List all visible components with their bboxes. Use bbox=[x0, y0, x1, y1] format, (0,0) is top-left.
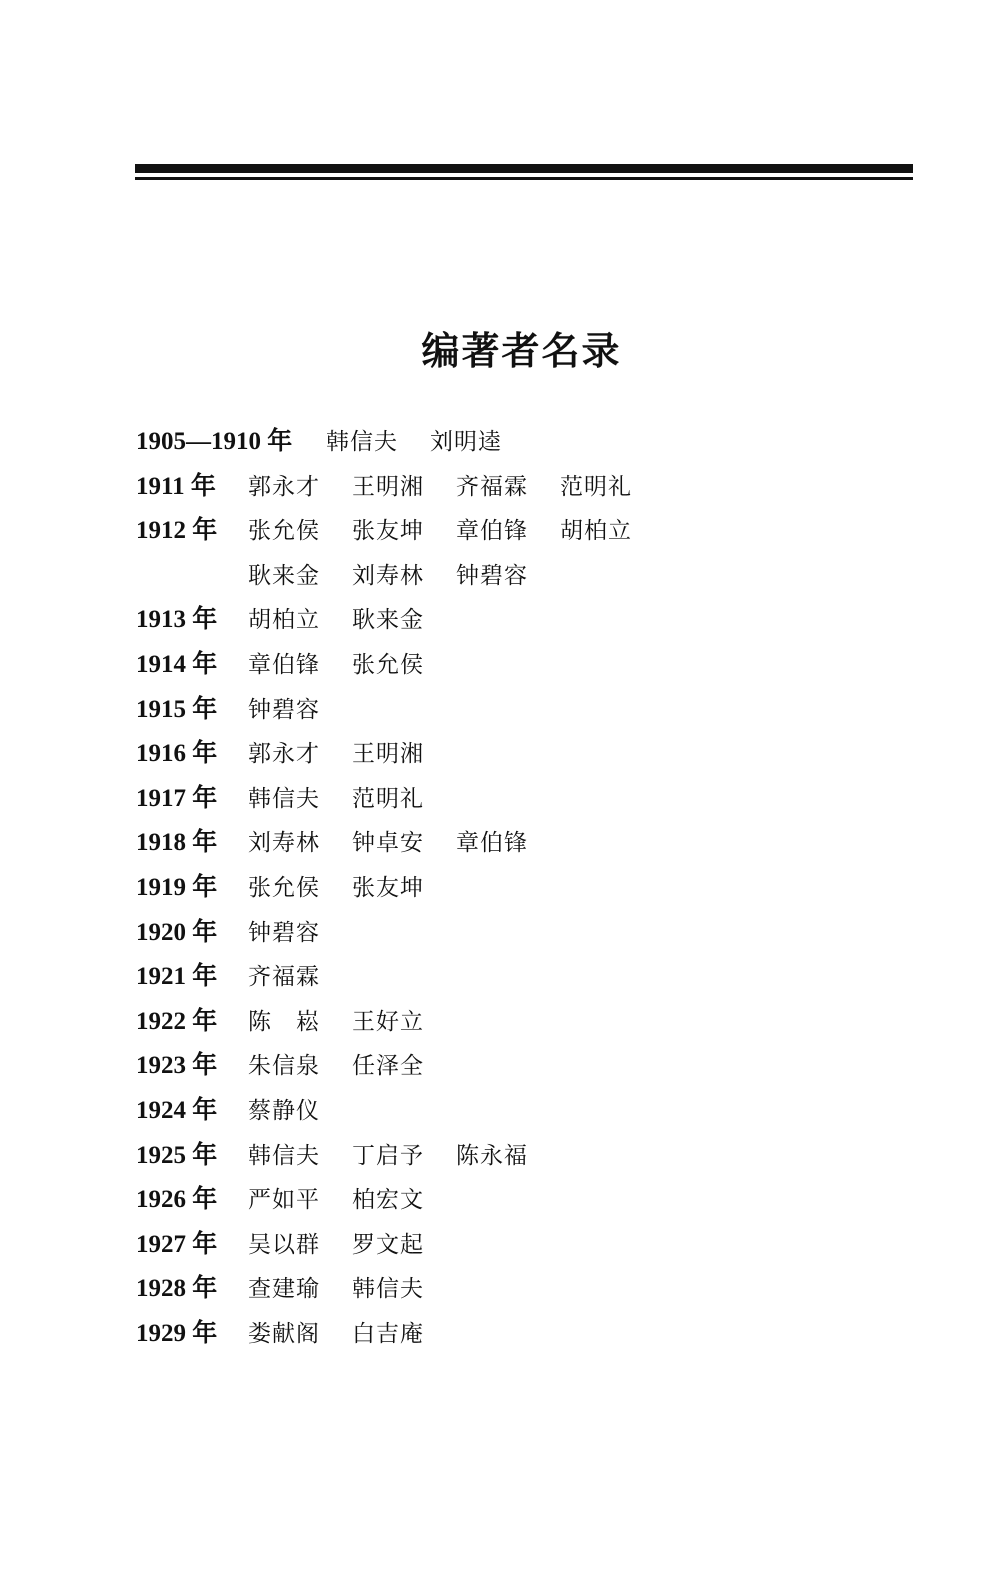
editor-name: 郭永才 bbox=[248, 473, 320, 500]
entry-names bbox=[248, 465, 664, 512]
entry-year: 1918 年 bbox=[136, 829, 218, 857]
list-item bbox=[136, 554, 896, 599]
editor-name: 钟碧容 bbox=[248, 919, 320, 946]
editor-name: 陈 崧 bbox=[248, 1008, 320, 1035]
header-rule-thin bbox=[135, 177, 913, 180]
list-item bbox=[136, 465, 896, 510]
editor-name: 王好立 bbox=[352, 1008, 424, 1035]
list-item bbox=[136, 1000, 896, 1045]
editor-name: 蔡静仪 bbox=[248, 1097, 320, 1124]
list-item bbox=[136, 688, 896, 733]
editor-name: 严如平 bbox=[248, 1187, 320, 1214]
editor-name: 刘寿林 bbox=[248, 830, 320, 857]
editor-name: 任泽全 bbox=[352, 1053, 424, 1080]
editor-name: 耿来金 bbox=[352, 607, 424, 634]
entry-year: 1920 年 bbox=[136, 918, 218, 946]
entry-names bbox=[248, 1089, 352, 1136]
editor-name: 娄献阁 bbox=[248, 1320, 320, 1347]
editor-name: 张友坤 bbox=[352, 874, 424, 901]
editor-name: 罗文起 bbox=[352, 1231, 424, 1258]
entry-names bbox=[248, 1134, 560, 1181]
editor-name: 张允侯 bbox=[248, 518, 320, 545]
entry-year: 1915 年 bbox=[136, 695, 218, 723]
list-item bbox=[136, 1134, 896, 1179]
editor-name: 张允侯 bbox=[352, 651, 424, 678]
entry-year: 1905—1910 年 bbox=[136, 428, 293, 455]
list-item bbox=[136, 509, 896, 554]
editor-name: 查建瑜 bbox=[248, 1276, 320, 1303]
editor-name: 钟卓安 bbox=[352, 830, 424, 857]
list-item bbox=[136, 777, 896, 822]
entry-names bbox=[248, 1000, 456, 1047]
list-item bbox=[136, 911, 896, 956]
entry-year: 1929 年 bbox=[136, 1319, 218, 1347]
editor-name: 胡柏立 bbox=[248, 607, 320, 634]
editor-name: 范明礼 bbox=[352, 785, 424, 812]
editor-name: 王明湘 bbox=[352, 741, 424, 768]
list-item bbox=[136, 732, 896, 777]
header-rule-thick bbox=[135, 164, 913, 173]
entry-year: 1914 年 bbox=[136, 650, 218, 678]
entry-names bbox=[248, 1267, 456, 1314]
entry-year: 1913 年 bbox=[136, 606, 218, 634]
entry-names bbox=[248, 821, 560, 868]
list-item bbox=[136, 1178, 896, 1223]
editor-name: 郭永才 bbox=[248, 741, 320, 768]
entry-names bbox=[248, 509, 664, 556]
entry-names bbox=[248, 1178, 456, 1225]
entry-names bbox=[326, 420, 534, 467]
editor-name: 章伯锋 bbox=[248, 651, 320, 678]
editor-name: 韩信夫 bbox=[248, 1142, 320, 1169]
editor-name: 柏宏文 bbox=[352, 1187, 424, 1214]
entry-names bbox=[248, 777, 456, 824]
entry-names bbox=[248, 1044, 456, 1091]
list-item bbox=[136, 866, 896, 911]
editor-name: 刘寿林 bbox=[352, 562, 424, 589]
editor-name: 王明湘 bbox=[352, 473, 424, 500]
list-item bbox=[136, 821, 896, 866]
editor-name: 钟碧容 bbox=[456, 562, 528, 589]
entry-year: 1927 年 bbox=[136, 1230, 218, 1258]
editor-name: 刘明逵 bbox=[430, 429, 502, 455]
list-item bbox=[136, 643, 896, 688]
editor-name: 韩信夫 bbox=[352, 1276, 424, 1303]
entry-year: 1916 年 bbox=[136, 740, 218, 768]
entry-year: 1924 年 bbox=[136, 1096, 218, 1124]
page-title: 编著者名录 bbox=[421, 329, 622, 373]
entry-names bbox=[248, 911, 352, 958]
entry-year: 1926 年 bbox=[136, 1186, 218, 1214]
list-item bbox=[136, 1044, 896, 1089]
editor-name: 章伯锋 bbox=[456, 830, 528, 857]
list-item bbox=[136, 955, 896, 1000]
list-item bbox=[136, 420, 896, 465]
entry-names bbox=[248, 955, 352, 1002]
editor-name: 吴以群 bbox=[248, 1231, 320, 1258]
entry-year: 1919 年 bbox=[136, 873, 218, 901]
editor-name: 韩信夫 bbox=[326, 429, 398, 455]
editor-name: 章伯锋 bbox=[456, 518, 528, 545]
editor-name: 耿来金 bbox=[248, 562, 320, 589]
editor-name: 丁启予 bbox=[352, 1142, 424, 1169]
editor-name: 钟碧容 bbox=[248, 696, 320, 723]
editor-name: 张允侯 bbox=[248, 874, 320, 901]
entry-names bbox=[248, 866, 456, 913]
editor-name: 朱信泉 bbox=[248, 1053, 320, 1080]
list-item bbox=[136, 1223, 896, 1268]
entry-year: 1925 年 bbox=[136, 1141, 218, 1169]
entry-names bbox=[248, 643, 456, 690]
list-item bbox=[136, 1089, 896, 1134]
entry-names bbox=[248, 554, 560, 601]
editor-list bbox=[136, 420, 896, 1356]
entry-year: 1923 年 bbox=[136, 1052, 218, 1080]
editor-name: 齐福霖 bbox=[248, 964, 320, 991]
entry-names bbox=[248, 1223, 456, 1270]
entry-year: 1922 年 bbox=[136, 1007, 218, 1035]
editor-name: 范明礼 bbox=[560, 473, 632, 500]
entry-year: 1917 年 bbox=[136, 784, 218, 812]
editor-name: 张友坤 bbox=[352, 518, 424, 545]
entry-year: 1912 年 bbox=[136, 517, 218, 545]
entry-year: 1911 年 bbox=[136, 472, 216, 500]
entry-names bbox=[248, 732, 456, 779]
entry-names bbox=[248, 1312, 456, 1359]
entry-names bbox=[248, 688, 352, 735]
entry-year: 1928 年 bbox=[136, 1275, 218, 1303]
editor-name: 韩信夫 bbox=[248, 785, 320, 812]
list-item bbox=[136, 1312, 896, 1357]
entry-year: 1921 年 bbox=[136, 963, 218, 991]
list-item bbox=[136, 598, 896, 643]
entry-names bbox=[248, 598, 456, 645]
editor-name: 陈永福 bbox=[456, 1142, 528, 1169]
editor-name: 胡柏立 bbox=[560, 518, 632, 545]
editor-name: 齐福霖 bbox=[456, 473, 528, 500]
editor-name: 白吉庵 bbox=[352, 1320, 424, 1347]
list-item bbox=[136, 1267, 896, 1312]
